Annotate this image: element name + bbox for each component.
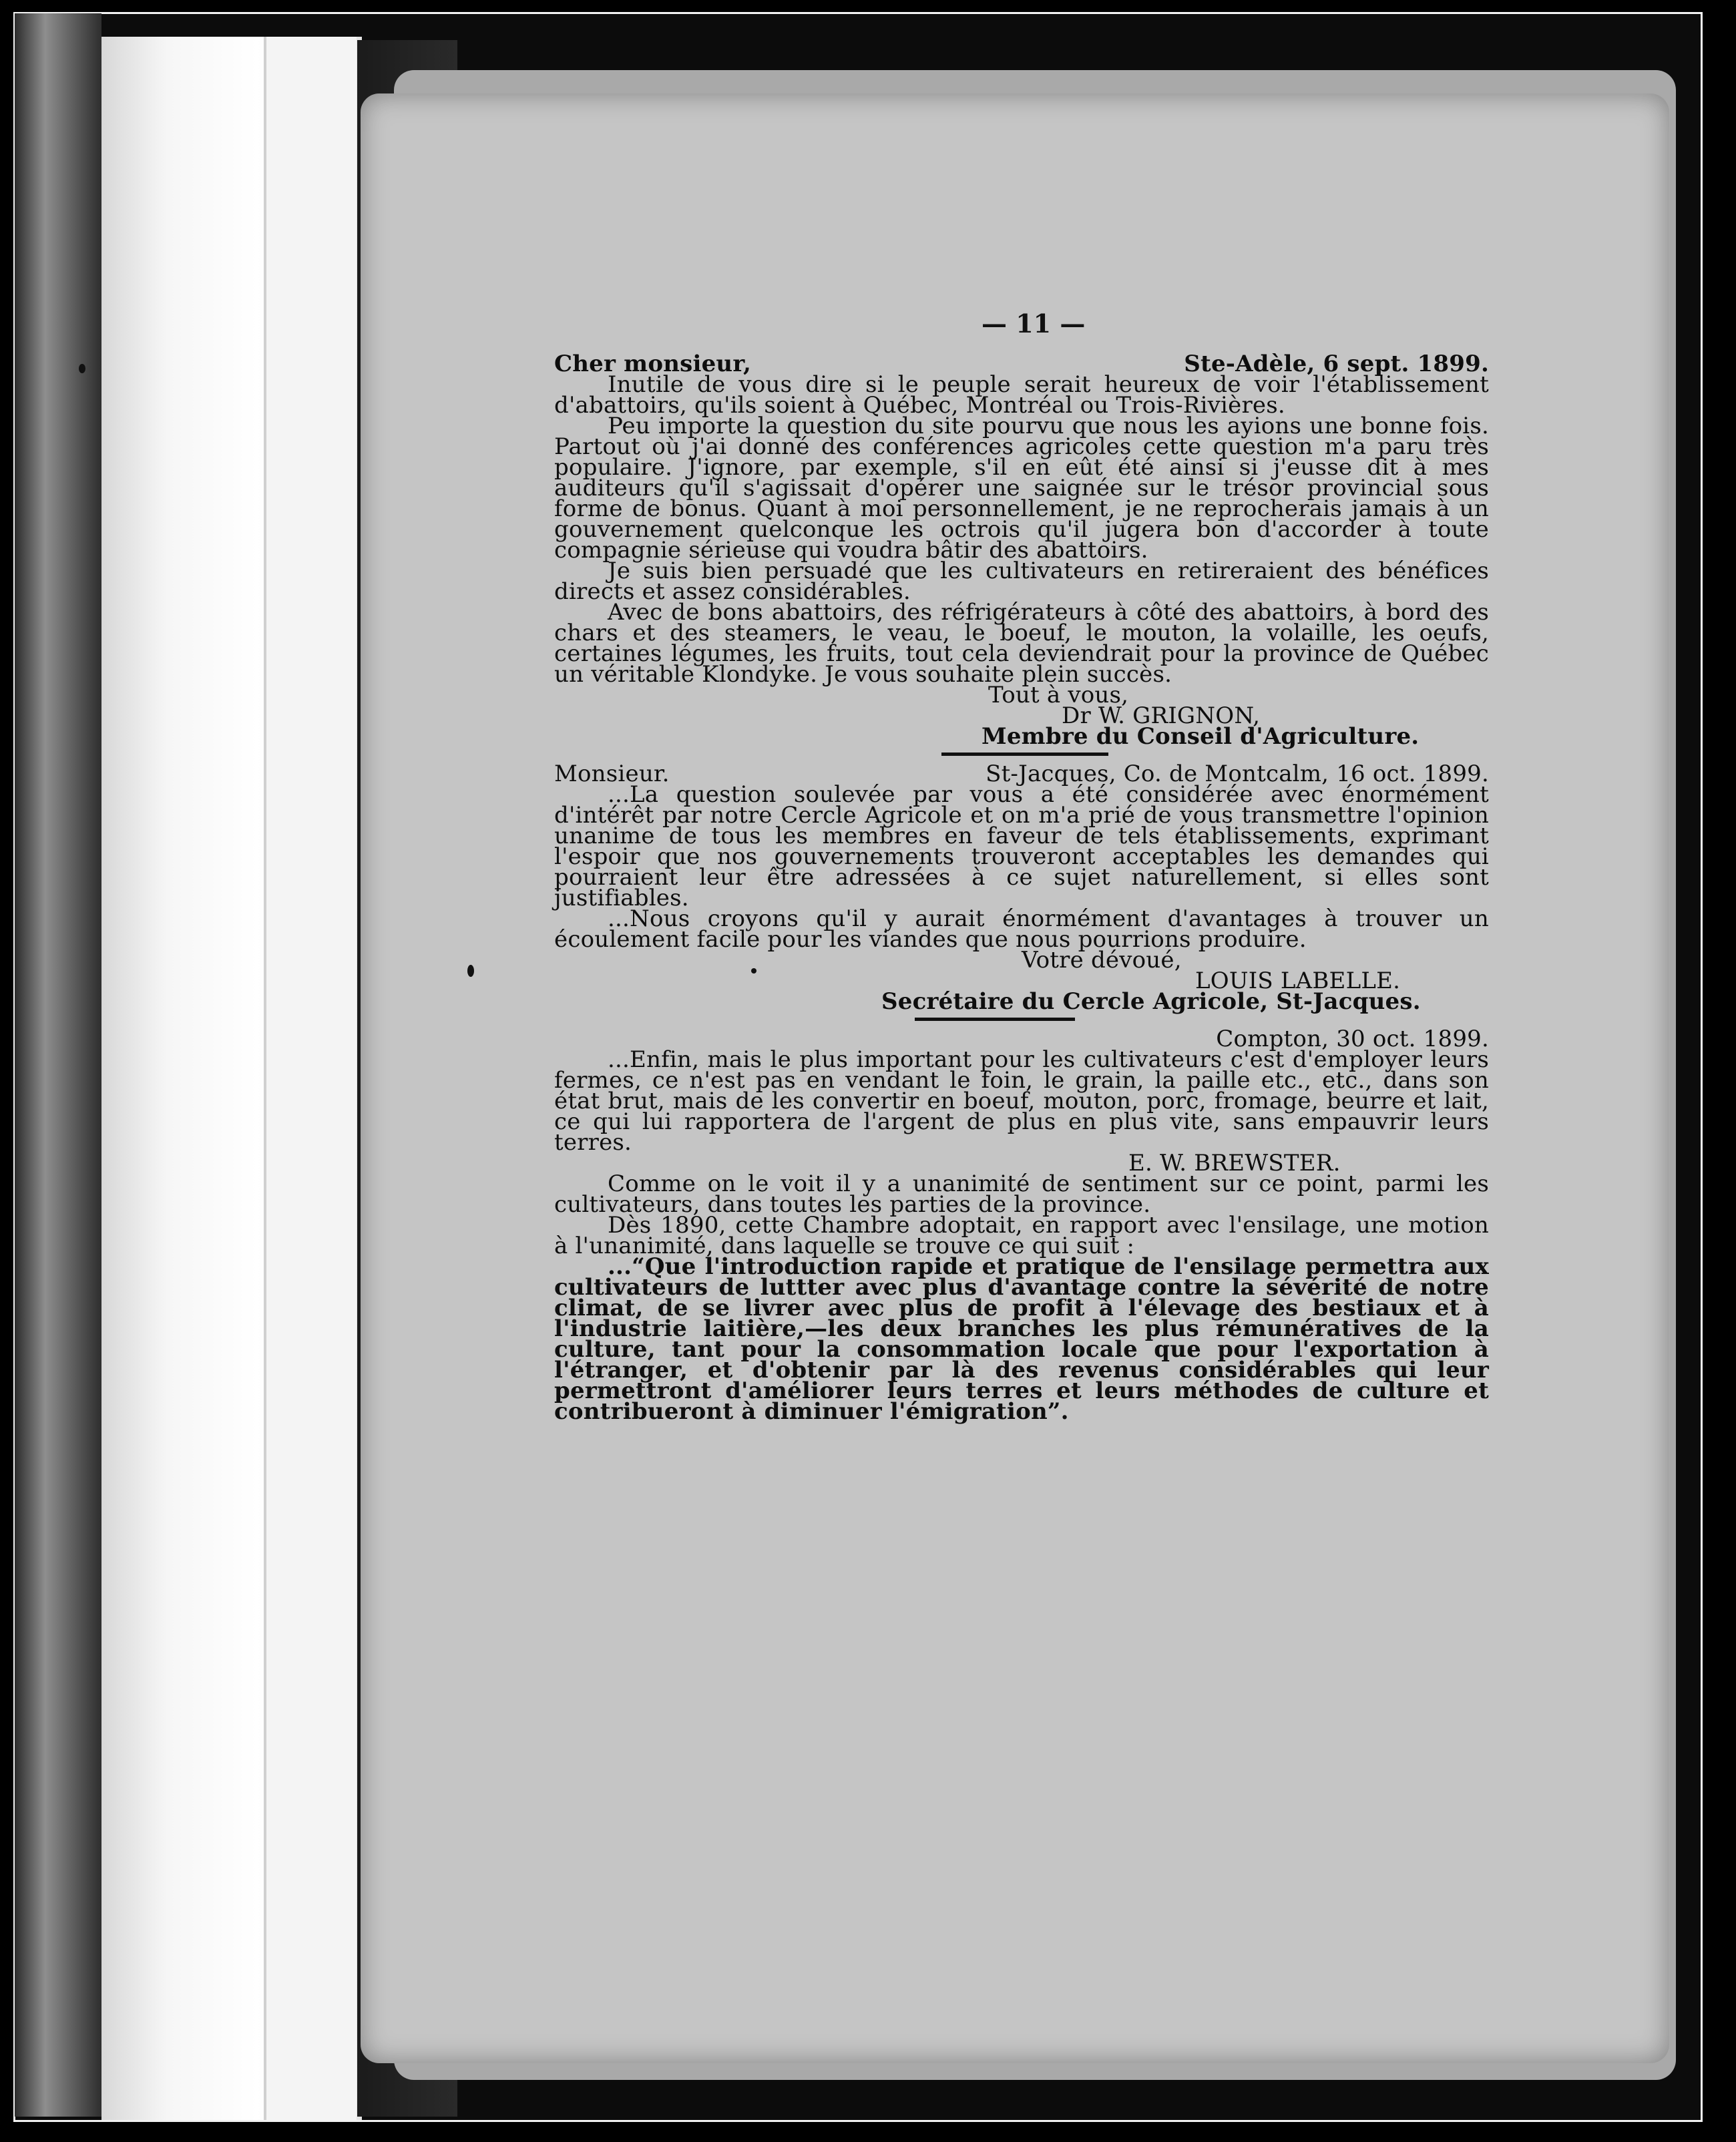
paragraph: Dès 1890, cette Chambre adoptait, en rapport avec l'ensilage, une motion à l'unanimité, dans laquelle se trouve ce qui suit : [554,1212,1489,1259]
page-number: — 11 — [982,308,1086,339]
paragraph: ...La question soulevée par vous a été considérée avec énormément d'intérêt par notre Cercle Agricole et on m'a prié de vous transmettre l'opinion unanime de tous les membres en faveur de tels établissements, exprimant l'espoir que nos gouvernements trouveront acceptables les demandes qui pourraient leur être adressées à ce sujet naturellement, si elles sont justifiables. [554,781,1489,911]
conclusion-section [554,1170,1489,1425]
letter-signature: E. W. BREWSTER. [1128,1150,1341,1176]
letter-labelle [554,761,1489,1021]
letter-signature: LOUIS LABELLE. [1195,968,1401,994]
page-fold-inner [264,37,357,2120]
separator-rule [941,753,1108,756]
paragraph: ...Nous croyons qu'il y aurait énormément d'avantages à trouver un écoulement facile pour les viandes que nous pourrions produire. [554,905,1489,953]
letter-salutation: Cher monsieur, [554,351,752,377]
paragraph: Inutile de vous dire si le peuple serait heureux de voir l'établissement d'abattoirs, qu'ils soient à Québec, Montréal ou Trois-Rivières. [554,371,1489,419]
letter-place-date: Compton, 30 oct. 1899. [1216,1026,1489,1052]
quoted-motion: ...“Que l'introduction rapide et pratique de l'ensilage permettra aux cultivateurs de luttter avec plus d'avantage contre la sévérité de notre climat, de se livrer avec plus de profit à l'élevage des bestiaux et à l'industrie laitière,—les deux branches les plus rémunératives de la culture, tant pour la consommation locale que pour l'exportation à l'étranger, et d'obtenir par là des revenus considérables qui leur permettront d'améliorer leurs terres et leurs méthodes de culture et contribueront à diminuer l'émigration”. [554,1253,1489,1425]
letter-place-date: St-Jacques, Co. de Montcalm, 16 oct. 1899. [986,761,1489,787]
scan-speck [467,965,474,977]
paragraph: Je suis bien persuadé que les cultivateurs en retireraient des bénéfices directs et assez considérables. [554,558,1489,605]
scan-speck [751,968,756,974]
letter-signature: Dr W. GRIGNON, [1062,702,1261,729]
letter-closing: Tout à vous, [988,682,1129,708]
paragraph: Peu importe la question du site pourvu que nous les ayions une bonne fois. Partout où j'ai donné des conférences agricoles cette question m'a paru très populaire. J'ignore, par exemple, s'il en eût été ainsi si j'eusse dit à mes auditeurs qu'il s'agissait d'opérer une saignée sur le trésor provincial sous forme de bonus. Quant à moi personnellement, je ne reprocherais jamais à un gouvernement quelconque les octrois qu'il jugera bon d'accorder à toute compagnie sérieuse qui voudra bâtir des abattoirs. [554,413,1489,564]
paragraph: Comme on le voit il y a unanimité de sentiment sur ce point, parmi les cultivateurs, dans toutes les parties de la province. [554,1170,1489,1218]
letter-brewster [554,1026,1489,1176]
previous-page-edge [15,13,101,2117]
letter-signer-title: Membre du Conseil d'Agriculture. [982,723,1420,750]
separator-rule [915,1018,1075,1021]
paragraph: ...Enfin, mais le plus important pour les cultivateurs c'est d'employer leurs fermes, ce n'est pas en vendant le foin, le grain, la paille etc., etc., dans son état brut, mais de les convertir en boeuf, mouton, porc, fromage, beurre et lait, ce qui lui rapportera de l'argent de plus en plus vite, sans empauvrir leurs terres. [554,1046,1489,1156]
page-body [554,307,1489,1425]
letter-signer-title: Secrétaire du Cercle Agricole, St-Jacques. [881,988,1421,1015]
letter-closing: Votre dévoué, [1022,947,1182,974]
letter-salutation: Monsieur. [554,761,670,787]
letter-grignon [554,351,1489,756]
paragraph: Avec de bons abattoirs, des réfrigérateurs à côté des abattoirs, à bord des chars et des steamers, le veau, le boeuf, le mouton, la volaille, les oeufs, certaines légumes, les fruits, tout cela deviendrait pour la province de Québec un véritable Klondyke. Je vous souhaite plein succès. [554,599,1489,688]
letter-place-date: Ste-Adèle, 6 sept. 1899. [1184,351,1489,377]
scan-speck [79,364,85,373]
